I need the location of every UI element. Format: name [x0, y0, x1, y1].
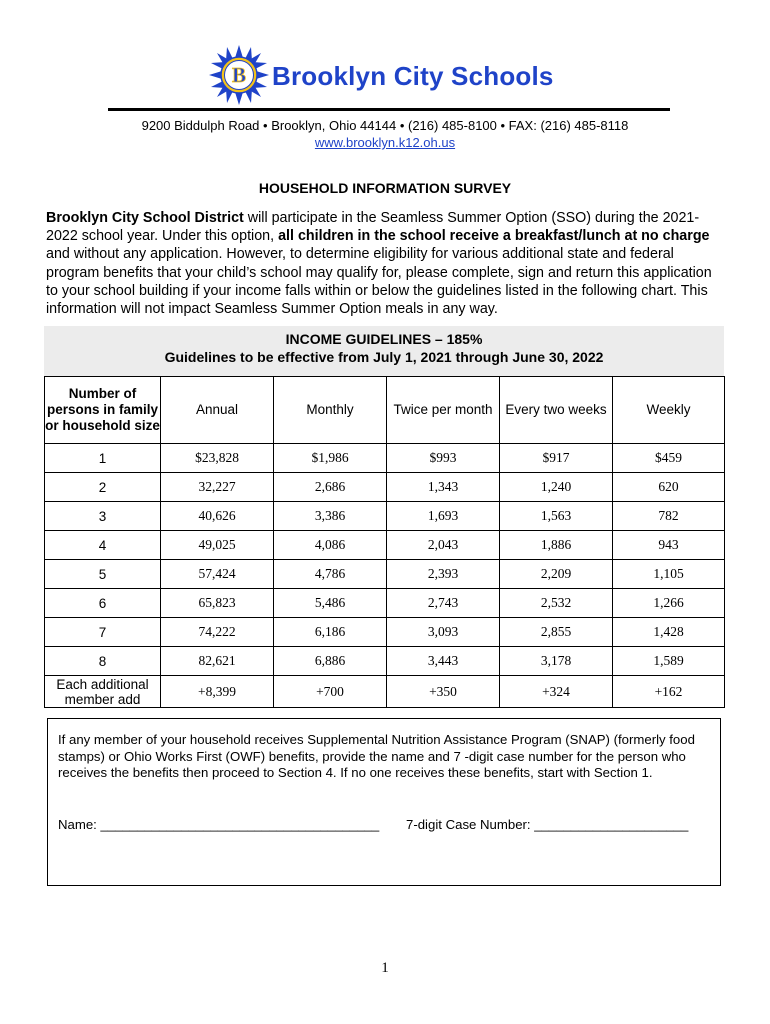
household-size-cell: 5 — [45, 560, 161, 589]
every-two-weeks-cell: +324 — [500, 676, 613, 708]
monthly-cell: +700 — [274, 676, 387, 708]
weekly-cell: 1,428 — [613, 618, 725, 647]
intro-text-1: will participate in the Seamless Summer Option (SSO) during the 2021-2022 school year. Under this option, — [46, 210, 700, 245]
table-row — [45, 444, 725, 473]
twice-per-month-cell: 2,393 — [387, 560, 500, 589]
intro-emphasis: all children in the school receive a breakfast/lunch at no charge — [278, 228, 710, 245]
household-size-cell: 6 — [45, 589, 161, 618]
letterhead-divider — [108, 108, 670, 111]
twice-per-month-cell: +350 — [387, 676, 500, 708]
table-row — [45, 589, 725, 618]
twice-per-month-cell: 3,443 — [387, 647, 500, 676]
column-header-weekly: Weekly — [613, 377, 725, 444]
household-size-cell: 3 — [45, 502, 161, 531]
annual-cell: +8,399 — [161, 676, 274, 708]
every-two-weeks-cell: 1,563 — [500, 502, 613, 531]
every-two-weeks-cell: 1,240 — [500, 473, 613, 502]
weekly-cell: 782 — [613, 502, 725, 531]
column-header-monthly: Monthly — [274, 377, 387, 444]
table-row — [45, 647, 725, 676]
twice-per-month-cell: $993 — [387, 444, 500, 473]
table-row — [45, 560, 725, 589]
column-header-household-size: Number of persons in family or household size — [45, 377, 161, 444]
income-guidelines-table — [44, 376, 725, 708]
column-header-annual: Annual — [161, 377, 274, 444]
annual-cell: $23,828 — [161, 444, 274, 473]
household-size-cell: 8 — [45, 647, 161, 676]
annual-cell: 57,424 — [161, 560, 274, 589]
household-size-cell: 1 — [45, 444, 161, 473]
table-row — [45, 531, 725, 560]
name-field[interactable]: Name: ______________________________________ — [58, 817, 380, 832]
weekly-cell: 1,266 — [613, 589, 725, 618]
table-row — [45, 618, 725, 647]
case-number-field[interactable]: 7-digit Case Number: _____________________ — [406, 817, 689, 832]
weekly-cell: 943 — [613, 531, 725, 560]
snap-instructions: If any member of your household receives Supplemental Nutrition Assistance Program (SNAP) (formerly food stamps) or Ohio Works First (OWF) benefits, provide the name and 7 -digit case number for the person who receives the benefits then proceed to Section 4. If no one receives these benefits, start with Section 1. — [58, 732, 695, 780]
svg-text:B: B — [231, 63, 247, 87]
district-name: Brooklyn City School District — [46, 210, 244, 226]
school-name: Brooklyn City Schools — [272, 61, 554, 91]
monthly-cell: $1,986 — [274, 444, 387, 473]
monthly-cell: 2,686 — [274, 473, 387, 502]
survey-title: HOUSEHOLD INFORMATION SURVEY — [258, 180, 512, 196]
table-header-row — [45, 377, 725, 444]
monthly-cell: 4,086 — [274, 531, 387, 560]
guidelines-title: INCOME GUIDELINES – 185% — [285, 331, 483, 347]
monthly-cell: 4,786 — [274, 560, 387, 589]
every-two-weeks-cell: 2,209 — [500, 560, 613, 589]
twice-per-month-cell: 1,343 — [387, 473, 500, 502]
table-row — [45, 473, 725, 502]
annual-cell: 82,621 — [161, 647, 274, 676]
column-header-every-two-weeks: Every two weeks — [500, 377, 613, 444]
weekly-cell: 620 — [613, 473, 725, 502]
every-two-weeks-cell: 1,886 — [500, 531, 613, 560]
every-two-weeks-cell: 3,178 — [500, 647, 613, 676]
annual-cell: 74,222 — [161, 618, 274, 647]
school-logo — [208, 44, 270, 106]
intro-text-2: and without any application. However, to determine eligibility for various additional state and federal program benefits that your child’s school may qualify for, please complete, sign and return this application to your school building if your income falls within or below the guidelines listed in the following chart. This information will not impact Seamless Summer Option meals in any way. — [46, 246, 712, 318]
annual-cell: 65,823 — [161, 589, 274, 618]
column-header-twice-per-month: Twice per month — [387, 377, 500, 444]
guidelines-subtitle: Guidelines to be effective from July 1, 2021 through June 30, 2022 — [164, 349, 604, 365]
snap-owf-section — [47, 718, 721, 886]
school-website-link[interactable]: www.brooklyn.k12.oh.us — [314, 135, 456, 150]
weekly-cell: $459 — [613, 444, 725, 473]
annual-cell: 49,025 — [161, 531, 274, 560]
monthly-cell: 6,186 — [274, 618, 387, 647]
table-row-additional-member — [45, 676, 725, 708]
twice-per-month-cell: 3,093 — [387, 618, 500, 647]
household-size-cell: Each additional member add — [45, 676, 161, 708]
household-size-cell: 7 — [45, 618, 161, 647]
annual-cell: 32,227 — [161, 473, 274, 502]
household-size-cell: 4 — [45, 531, 161, 560]
twice-per-month-cell: 2,043 — [387, 531, 500, 560]
every-two-weeks-cell: 2,855 — [500, 618, 613, 647]
weekly-cell: 1,589 — [613, 647, 725, 676]
monthly-cell: 5,486 — [274, 589, 387, 618]
intro-paragraph — [46, 209, 722, 318]
page-number: 1 — [381, 960, 389, 976]
household-size-cell: 2 — [45, 473, 161, 502]
monthly-cell: 3,386 — [274, 502, 387, 531]
table-row — [45, 502, 725, 531]
every-two-weeks-cell: 2,532 — [500, 589, 613, 618]
weekly-cell: +162 — [613, 676, 725, 708]
twice-per-month-cell: 2,743 — [387, 589, 500, 618]
every-two-weeks-cell: $917 — [500, 444, 613, 473]
school-address: 9200 Biddulph Road • Brooklyn, Ohio 44144 • (216) 485-8100 • FAX: (216) 485-8118 — [141, 118, 629, 133]
weekly-cell: 1,105 — [613, 560, 725, 589]
annual-cell: 40,626 — [161, 502, 274, 531]
monthly-cell: 6,886 — [274, 647, 387, 676]
twice-per-month-cell: 1,693 — [387, 502, 500, 531]
